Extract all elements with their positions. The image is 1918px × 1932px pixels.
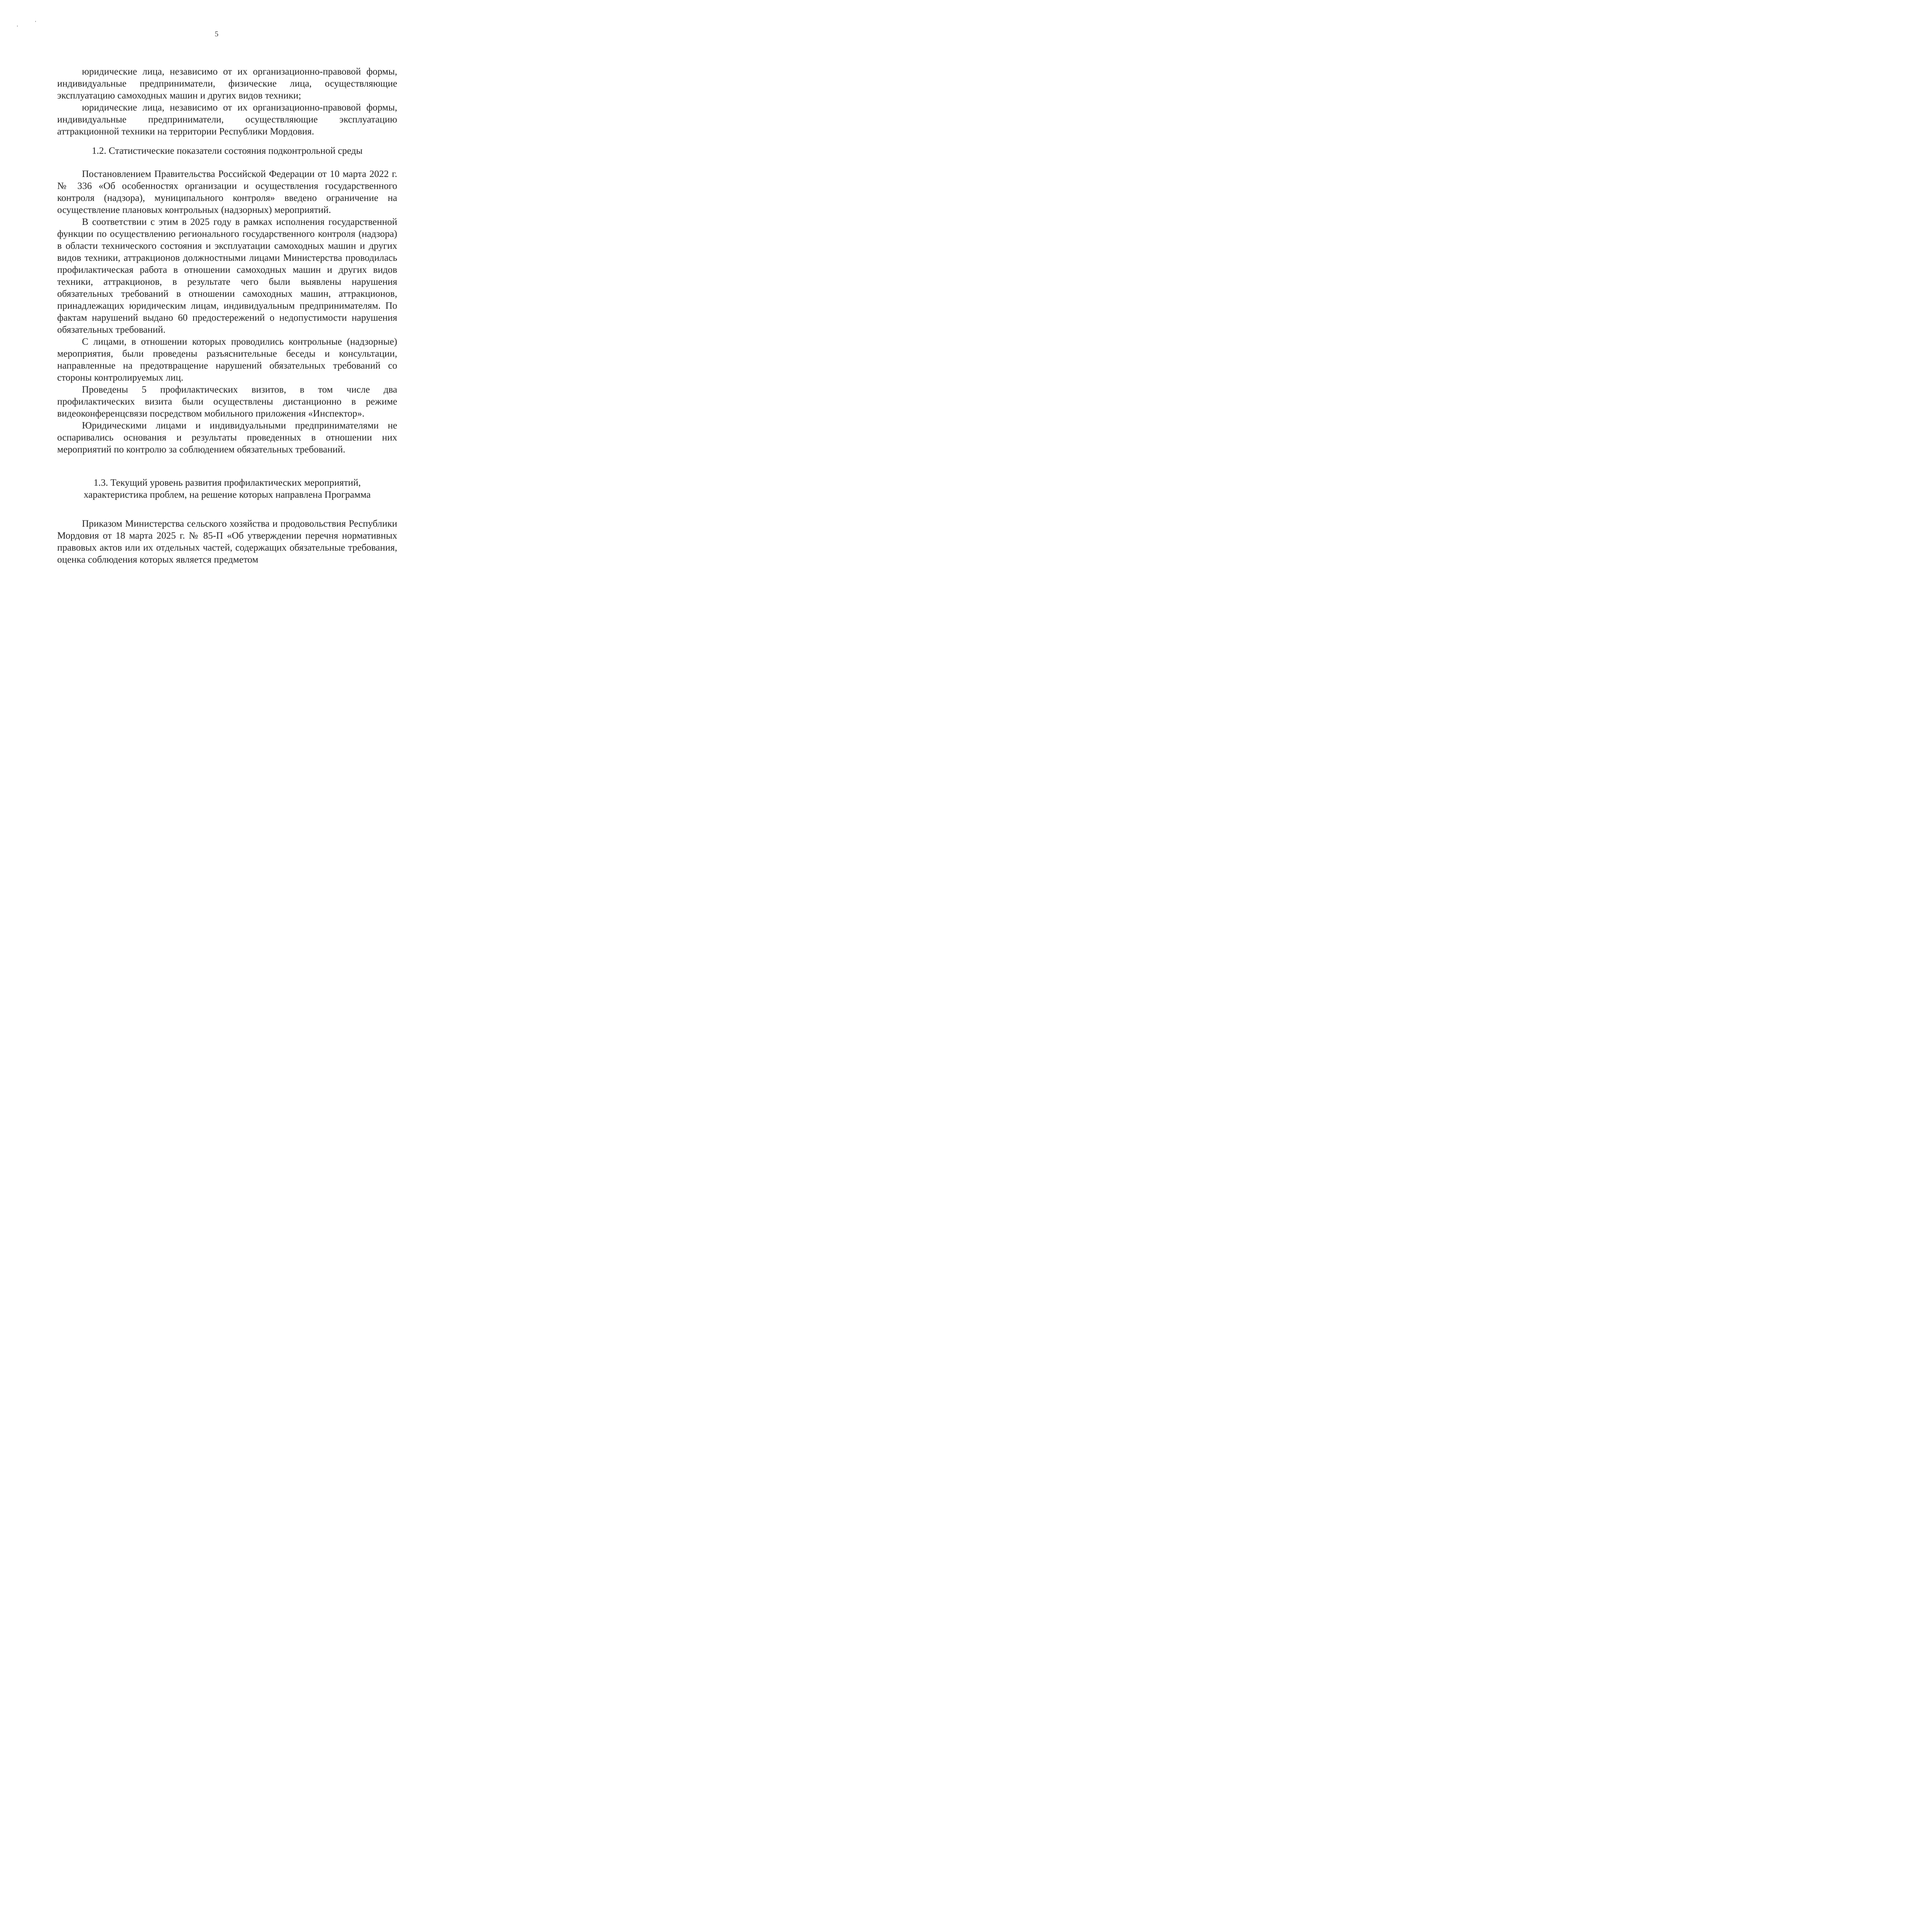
section-heading-line: 1.3. Текущий уровень развития профилактических мероприятий,: [94, 478, 361, 488]
paragraph: Юридическими лицами и индивидуальными предпринимателями не оспаривались основания и результаты проведенных в отношении них мероприятий по контролю за соблюдением обязательных требований.: [57, 420, 397, 455]
paragraph: В соответствии с этим в 2025 году в рамках исполнения государственной функции по осуществлению регионального государственного контроля (надзора) в области технического состояния и эксплуатации самоходных машин и других видов техники, аттракционов должностными лицами Министерства проводилась профилактическая работа в отношении самоходных машин и других видов техники, аттракционов, в результате чего были выявлены нарушения обязательных требований в отношении самоходных машин, аттракционов, принадлежащих юридическим лицам, индивидуальным предпринимателям. По фактам нарушений выдано 60 предостережений о недопустимости нарушения обязательных требований.: [57, 217, 397, 335]
section-heading-1-3: [57, 477, 397, 501]
paragraph: Приказом Министерства сельского хозяйства и продовольствия Республики Мордовия от 18 марта 2025 г. № 85-П «Об утверждении перечня нормативных правовых актов или их отдельных частей, содержащих обязательные требования, оценка соблюдения которых является предметом: [57, 519, 397, 565]
paragraph: С лицами, в отношении которых проводились контрольные (надзорные) мероприятия, были проведены разъяснительные беседы и консультации, направленные на предотвращение нарушений обязательных требований со стороны контролируемых лиц.: [57, 337, 397, 383]
section-1-2-body: [57, 168, 397, 456]
section-heading: 1.2. Статистические показатели состояния подконтрольной среды: [92, 146, 363, 156]
intro-paragraphs: [57, 66, 397, 138]
paragraph: юридические лица, независимо от их организационно-правовой формы, индивидуальные предприниматели, осуществляющие эксплуатацию аттракционной техники на территории Республики Мордовия.: [57, 102, 397, 137]
scan-speck: [35, 21, 36, 22]
paragraph: Постановлением Правительства Российской Федерации от 10 марта 2022 г. № 336 «Об особенностях организации и осуществления государственного контроля (надзора), муниципального контроля» введено ограничение на осуществление плановых контрольных (надзорных) мероприятий.: [57, 169, 397, 215]
scan-speck: [17, 26, 18, 27]
paragraph: Проведены 5 профилактических визитов, в том числе два профилактических визита были осуществлены дистанционно в режиме видеоконференцсвязи посредством мобильного приложения «Инспектор».: [57, 384, 397, 419]
paragraph: юридические лица, независимо от их организационно-правовой формы, индивидуальные предприниматели, физические лица, осуществляющие эксплуатацию самоходных машин и других видов техники;: [57, 66, 397, 101]
section-heading-1-2: [57, 145, 397, 157]
page-number: 5: [214, 30, 219, 38]
section-1-3-body: [57, 518, 397, 566]
section-heading-line: характеристика проблем, на решение которых направлена Программа: [83, 490, 371, 500]
document-page: [0, 0, 433, 612]
